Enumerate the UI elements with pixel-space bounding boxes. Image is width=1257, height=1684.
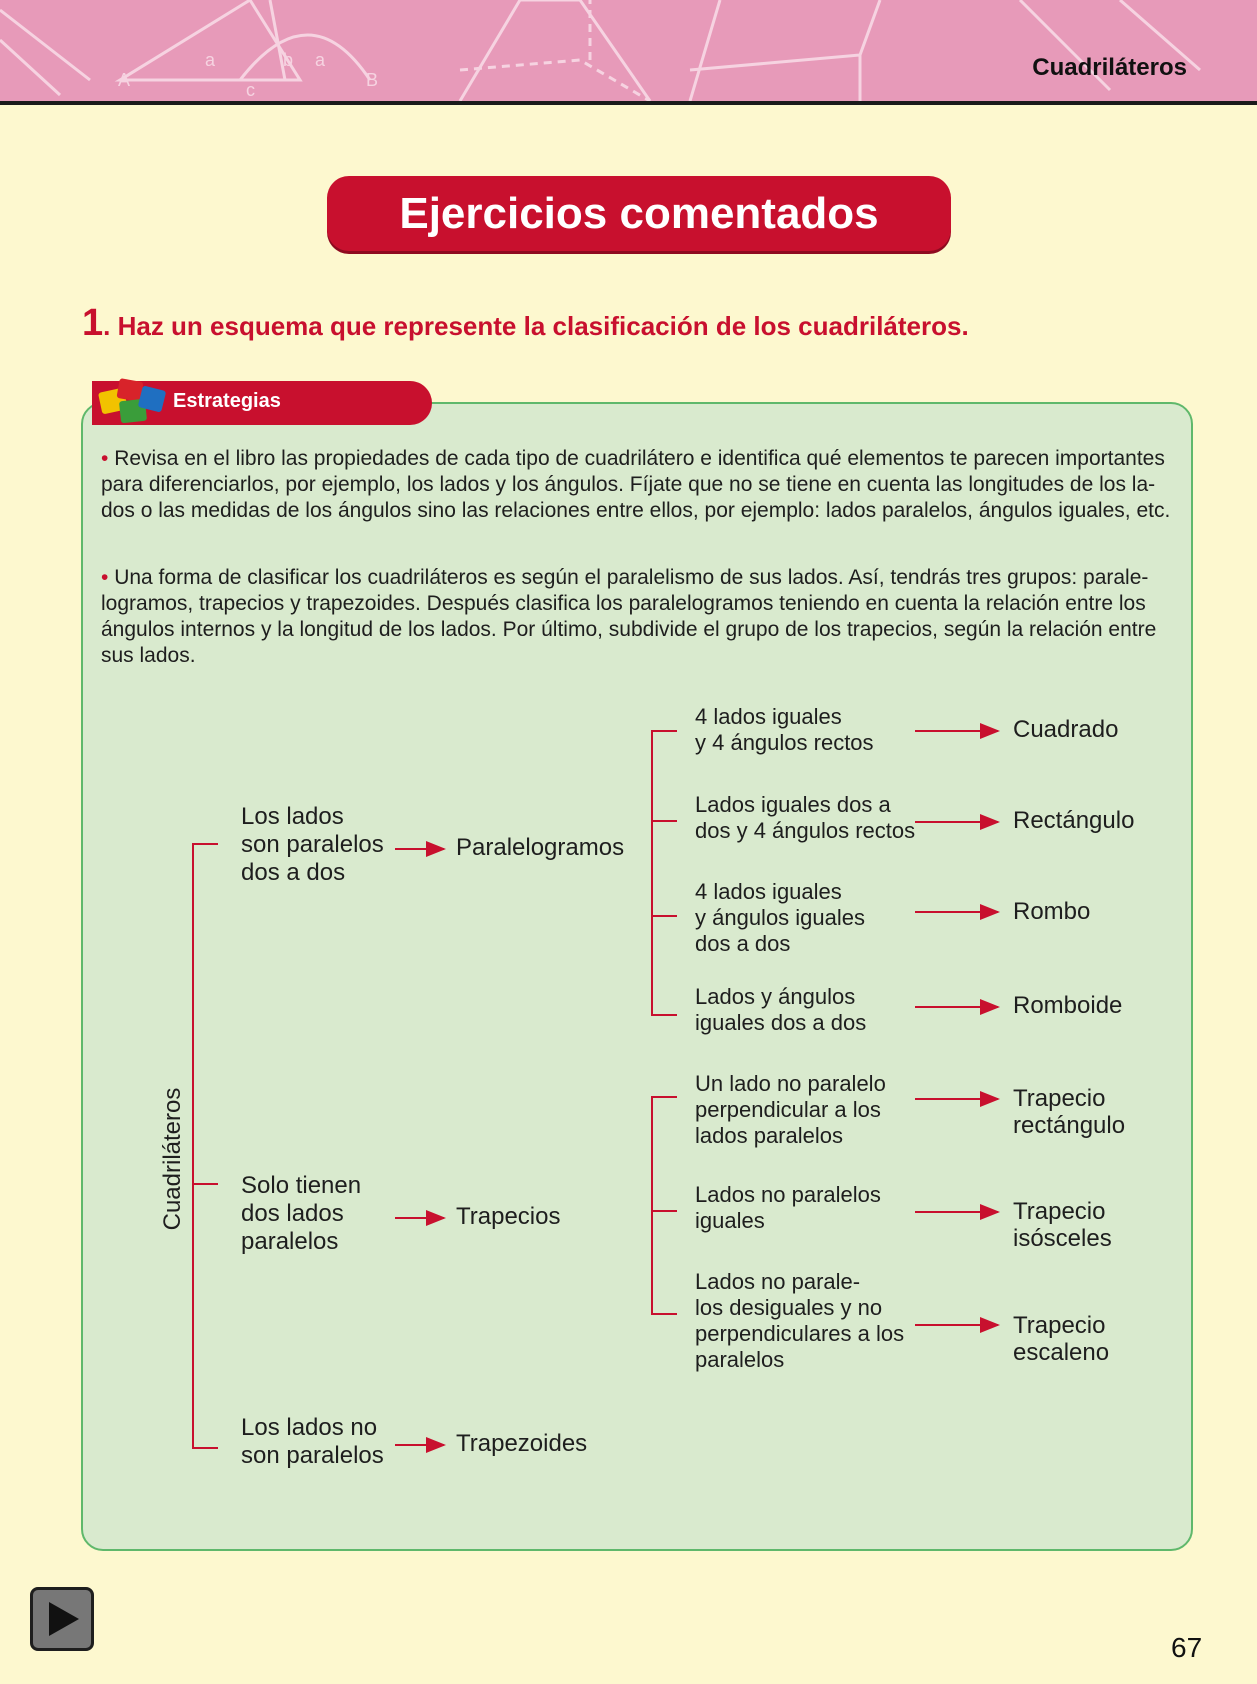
subtype-condition bbox=[695, 704, 874, 756]
name-line: escaleno bbox=[1013, 1339, 1110, 1366]
bullet: • bbox=[101, 566, 109, 589]
condition-line: 4 lados iguales bbox=[695, 879, 842, 904]
subtype-name bbox=[1013, 1085, 1125, 1139]
condition-line: dos y 4 ángulos rectos bbox=[695, 818, 916, 843]
condition-line: dos lados bbox=[241, 1200, 344, 1227]
name-line: Trapecio bbox=[1013, 1085, 1106, 1112]
condition-line: Lados no paralelos bbox=[695, 1182, 881, 1207]
name-line: isósceles bbox=[1013, 1225, 1112, 1252]
condition-line: Un lado no paralelo bbox=[695, 1071, 886, 1096]
exercise-statement: 1. Haz un esquema que represente la clasificación de los cuadriláteros. bbox=[82, 302, 969, 344]
strategy-text: Una forma de clasificar los cuadriláteros es según el paralelismo de sus lados. Así, tendrás tres grupos: parale- logramos, trapecios y trapezoides. Después clasifica los paralelogramos teniendo en cuenta la relación entre los ángulos internos y la longitud de los lados. Por último, subdivide el grupo de los trapecios, según la relación entre sus lados. bbox=[101, 566, 1157, 667]
condition-line: Los lados no bbox=[241, 1414, 378, 1441]
group-condition bbox=[241, 1172, 361, 1256]
group-condition bbox=[241, 1414, 384, 1470]
vertex-label: B bbox=[366, 70, 379, 90]
subtype-name: Rectángulo bbox=[1013, 807, 1135, 834]
subtype-name: Rombo bbox=[1013, 898, 1091, 925]
trapecios-bracket bbox=[652, 1097, 677, 1314]
condition-line: son paralelos bbox=[241, 831, 384, 858]
side-label: b bbox=[283, 50, 294, 70]
condition-line: Lados y ángulos bbox=[695, 984, 856, 1009]
condition-line: lados paralelos bbox=[695, 1123, 843, 1148]
side-label: a bbox=[205, 50, 216, 70]
group-name: Trapezoides bbox=[456, 1430, 588, 1457]
name-line: Trapecio bbox=[1013, 1312, 1106, 1339]
condition-line: iguales bbox=[695, 1208, 765, 1233]
bullet: • bbox=[101, 447, 109, 470]
condition-line: Lados iguales dos a bbox=[695, 792, 891, 817]
section-title: Ejercicios comentados bbox=[327, 176, 951, 251]
condition-line: dos a dos bbox=[241, 859, 346, 886]
subtype-name bbox=[1013, 1312, 1109, 1366]
condition-line: y ángulos iguales bbox=[695, 905, 866, 930]
play-icon bbox=[45, 1600, 81, 1638]
main-bracket bbox=[193, 844, 218, 1448]
condition-line: paralelos bbox=[695, 1347, 785, 1372]
diagram-root-label: Cuadriláteros bbox=[159, 1087, 186, 1231]
subtype-condition bbox=[695, 879, 865, 957]
condition-line: perpendicular a los bbox=[695, 1097, 881, 1122]
exercise-text: Haz un esquema que represente la clasificación de los cuadriláteros. bbox=[117, 311, 969, 341]
group-condition bbox=[241, 803, 384, 887]
condition-line: perpendiculares a los bbox=[695, 1321, 905, 1346]
subtype-name bbox=[1013, 1198, 1112, 1252]
subtype-condition bbox=[695, 1182, 881, 1234]
strategies-label: Estrategias bbox=[173, 390, 281, 412]
condition-line: 4 lados iguales bbox=[695, 704, 842, 729]
side-label: c bbox=[246, 80, 255, 100]
condition-line: Lados no parale- bbox=[695, 1269, 861, 1294]
name-line: rectángulo bbox=[1013, 1112, 1126, 1139]
side-label: a bbox=[315, 50, 326, 70]
chapter-title: Cuadriláteros bbox=[1032, 54, 1187, 81]
page-number: 67 bbox=[1171, 1632, 1203, 1663]
paralelogramos-bracket bbox=[652, 731, 677, 1015]
condition-line: Solo tienen bbox=[241, 1172, 362, 1199]
name-line: Trapecio bbox=[1013, 1198, 1106, 1225]
vertex-label: A bbox=[118, 70, 131, 90]
group-name: Paralelogramos bbox=[456, 834, 625, 861]
condition-line: son paralelos bbox=[241, 1442, 384, 1469]
condition-line: paralelos bbox=[241, 1228, 339, 1255]
exercise-number: 1 bbox=[82, 302, 104, 344]
strategy-text: Revisa en el libro las propiedades de cada tipo de cuadrilátero e identifica qué elementos te parecen importantes para diferenciarlos, por ejemplo, los lados y los ángulos. Fíjate que no se tiene en cuenta las longitudes de los la- dos o las medidas de los ángulos sino las relaciones entre ellos, por ejemplo: lados paralelos, ángulos iguales, etc. bbox=[101, 447, 1171, 522]
subtype-name: Romboide bbox=[1013, 992, 1123, 1019]
condition-line: Los lados bbox=[241, 803, 344, 830]
condition-line: y 4 ángulos rectos bbox=[695, 730, 874, 755]
subtype-condition bbox=[695, 792, 915, 844]
condition-line: dos a dos bbox=[695, 931, 791, 956]
condition-line: iguales dos a dos bbox=[695, 1010, 867, 1035]
condition-line: los desiguales y no bbox=[695, 1295, 883, 1320]
play-button[interactable] bbox=[30, 1587, 94, 1651]
group-name: Trapecios bbox=[456, 1203, 561, 1230]
subtype-name: Cuadrado bbox=[1013, 716, 1119, 743]
subtype-condition bbox=[695, 1269, 904, 1373]
subtype-condition bbox=[695, 984, 866, 1036]
subtype-condition bbox=[695, 1071, 886, 1149]
